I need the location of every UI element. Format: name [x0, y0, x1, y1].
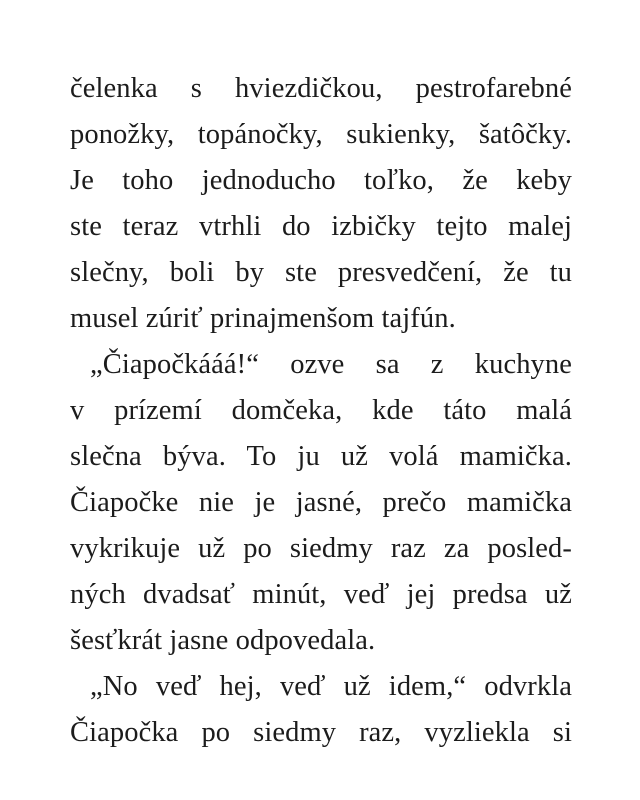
- text-line: Je toho jednoducho toľko, že keby: [70, 165, 572, 196]
- body-text: [70, 66, 572, 756]
- text-line: ste teraz vtrhli do izbičky tejto malej: [70, 211, 572, 242]
- text-line: Čiapočka po siedmy raz, vyzliekla si: [70, 717, 572, 748]
- text-line: „No veď hej, veď už idem,“ odvrkla: [90, 671, 572, 702]
- text-line: slečny, boli by ste presvedčení, že tu: [70, 257, 572, 288]
- text-line: slečna býva. To ju už volá mamička.: [70, 441, 572, 472]
- text-line: ných dvadsať minút, veď jej predsa už: [70, 579, 572, 610]
- text-line: musel zúriť prinajmenšom tajfún.: [70, 303, 456, 334]
- text-line: v prízemí domčeka, kde táto malá: [70, 395, 572, 426]
- text-line: čelenka s hviezdičkou, pestrofarebné: [70, 73, 572, 104]
- text-line: „Čiapočkááá!“ ozve sa z kuchyne: [90, 349, 572, 380]
- text-line: vykrikuje už po siedmy raz za posled-: [70, 533, 572, 564]
- text-line: Čiapočke nie je jasné, prečo mamička: [70, 487, 572, 518]
- text-line: ponožky, topánočky, sukienky, šatôčky.: [70, 119, 572, 150]
- text-line: šesťkrát jasne odpovedala.: [70, 625, 376, 656]
